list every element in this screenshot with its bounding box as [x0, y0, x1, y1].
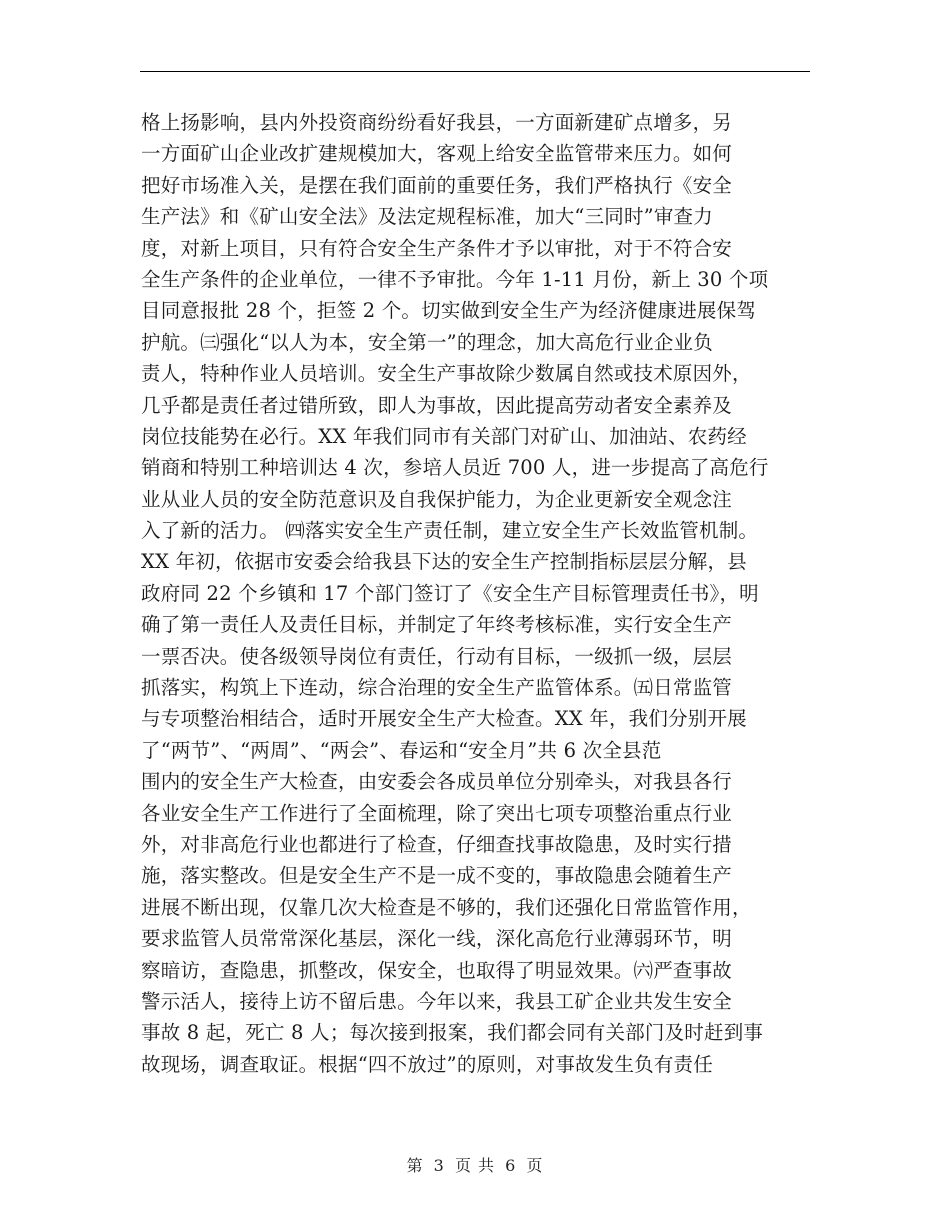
header-rule	[140, 71, 810, 72]
page-footer	[0, 1153, 950, 1176]
text-line: 把好市场准入关，是摆在我们面前的重要任务，我们严格执行《安全	[141, 173, 733, 197]
text-line: 围内的安全生产大检查，由安委会各成员单位分别牵头，对我县各行	[141, 770, 733, 794]
text-line: 业从业人员的安全防范意识及自我保护能力，为企业更新安全观念注	[141, 487, 733, 511]
text-line: 全生产条件的企业单位，一律不予审批。今年 1-11 月份，新上 30 个项	[141, 267, 769, 291]
text-line: 护航。㈢强化“以人为本，安全第一”的理念，加大高危行业企业负	[141, 330, 713, 354]
text-line: 一票否决。使各级领导岗位有责任，行动有目标，一级抓一级，层层	[141, 644, 733, 668]
body-text	[141, 107, 821, 1080]
text-line: 岗位技能势在必行。XX 年我们同市有关部门对矿山、加油站、农药经	[141, 424, 747, 448]
text-line: 进展不断出现，仅靠几次大检查是不够的，我们还强化日常监管作用，	[141, 895, 752, 919]
text-line: 抓落实，构筑上下连动，综合治理的安全生产监管体系。㈤日常监管	[141, 676, 733, 700]
text-line: 目同意报批 28 个，拒签 2 个。切实做到安全生产为经济健康进展保驾	[141, 299, 757, 323]
text-line: 确了第一责任人及责任目标，并制定了年终考核标准，实行安全生产	[141, 613, 733, 637]
current-page-number: 3	[433, 1156, 445, 1175]
text-line: 外，对非高危行业也都进行了检查，仔细查找事故隐患，及时实行措	[141, 832, 733, 856]
text-line: 事故 8 起，死亡 8 人；每次接到报案，我们都会同有关部门及时赶到事	[141, 1021, 764, 1045]
text-line: 察暗访，查隐患，抓整改，保安全，也取得了明显效果。㈥严查事故	[141, 958, 733, 982]
text-line: 责人，特种作业人员培训。安全生产事故除少数属自然或技术原因外，	[141, 362, 752, 386]
text-line: 政府同 22 个乡镇和 17 个部门签订了《安全生产目标管理责任书》，明	[141, 581, 759, 605]
text-line: 入了新的活力。 ㈣落实安全生产责任制，建立安全生产长效监管机制。	[141, 519, 759, 543]
footer-prefix: 第	[406, 1156, 424, 1175]
text-line: XX 年初，依据市安委会给我县下达的安全生产控制指标层层分解，县	[141, 550, 747, 574]
footer-middle: 页 共	[454, 1156, 496, 1175]
text-line: 格上扬影响，县内外投资商纷纷看好我县，一方面新建矿点增多，另	[141, 111, 733, 134]
text-line: 生产法》和《矿山安全法》及法定规程标准，加大“三同时”审查力	[141, 205, 713, 229]
text-line: 施，落实整改。但是安全生产不是一成不变的，事故隐患会随着生产	[141, 864, 733, 888]
text-line: 几乎都是责任者过错所致，即人为事故，因此提高劳动者安全素养及	[141, 393, 733, 417]
text-line: 度，对新上项目，只有符合安全生产条件才予以审批，对于不符合安	[141, 236, 733, 260]
text-line: 一方面矿山企业改扩建规模加大，客观上给安全监管带来压力。如何	[141, 142, 733, 166]
text-line: 销商和特别工种培训达 4 次，参培人员近 700 人，进一步提高了高危行	[141, 456, 769, 480]
total-pages-number: 6	[505, 1156, 517, 1175]
text-line: 各业安全生产工作进行了全面梳理，除了突出七项专项整治重点行业	[141, 801, 733, 825]
text-line: 要求监管人员常常深化基层，深化一线，深化高危行业薄弱环节，明	[141, 927, 733, 951]
text-line: 故现场，调查取证。根据“四不放过”的原则，对事故发生负有责任	[141, 1052, 713, 1076]
footer-suffix: 页	[526, 1156, 544, 1175]
text-line: 警示活人，接待上访不留后患。今年以来，我县工矿企业共发生安全	[141, 989, 733, 1013]
text-line: 了“两节”、“两周”、“两会”、春运和“安全月”共 6 次全县范	[141, 738, 662, 762]
text-line: 与专项整治相结合，适时开展安全生产大检查。XX 年，我们分别开展	[141, 707, 747, 731]
